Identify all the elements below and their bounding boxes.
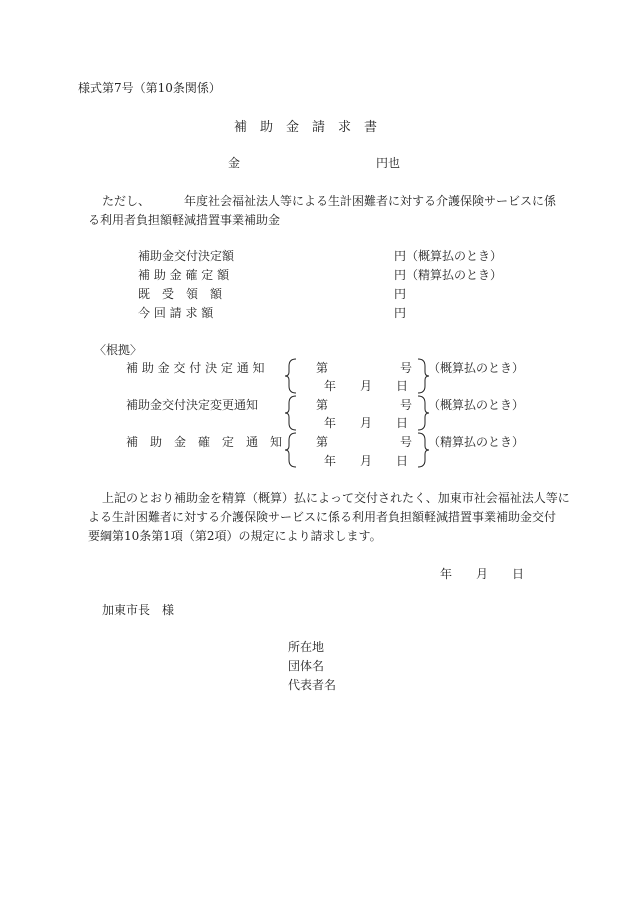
- amount-value: 円: [394, 306, 407, 320]
- applicant-rep-label: 代表者名: [288, 678, 337, 692]
- date-year-label: 年: [324, 379, 337, 393]
- date-day: 日: [512, 567, 525, 581]
- notice-number-suffix: 号: [400, 435, 413, 449]
- date-year-label: 年: [324, 454, 337, 468]
- subject-prefix: ただし、: [102, 194, 151, 208]
- basis-label: 補助金交付決定変更通知: [126, 398, 259, 412]
- date-month-label: 月: [360, 416, 373, 430]
- document-title: 補 助 金 請 求 書: [234, 120, 378, 135]
- applicant-org-label: 団体名: [288, 659, 325, 673]
- amount-value: 円（精算払のとき）: [394, 268, 503, 282]
- amount-suffix: 円也: [376, 156, 401, 170]
- basis-label: 補 助 金 交 付 決 定 通 知: [126, 361, 265, 375]
- amount-label: 既 受 領 額: [138, 287, 223, 301]
- amount-label: 今 回 請 求 額: [138, 306, 214, 320]
- date-day-label: 日: [396, 379, 409, 393]
- notice-number-prefix: 第: [316, 398, 329, 412]
- payment-type-note: （概算払のとき）: [428, 361, 525, 375]
- form-number: 様式第7号（第10条関係）: [78, 81, 221, 95]
- date-year: 年: [440, 567, 453, 581]
- notice-number-suffix: 号: [400, 398, 413, 412]
- subject-line-1: 年度社会福祉法人等による生計困難者に対する介護保険サービスに係: [184, 194, 557, 208]
- date-day-label: 日: [396, 416, 409, 430]
- date-day-label: 日: [396, 454, 409, 468]
- date-year-label: 年: [324, 416, 337, 430]
- notice-number-suffix: 号: [400, 361, 413, 375]
- amount-prefix: 金: [228, 156, 241, 170]
- amount-value: 円: [394, 287, 407, 301]
- date-month-label: 月: [360, 454, 373, 468]
- left-brace-icon: [284, 358, 298, 394]
- left-brace-icon: [284, 395, 298, 431]
- amount-label: 補 助 金 確 定 額: [138, 268, 230, 282]
- body-line-2: よる生計困難者に対する介護保険サービスに係る利用者負担額軽減措置事業補助金交付: [88, 510, 557, 524]
- left-brace-icon: [284, 432, 298, 468]
- amount-label: 補助金交付決定額: [138, 249, 235, 263]
- body-line-1: 上記のとおり補助金を精算（概算）払によって交付されたく、加東市社会福祉法人等に: [102, 491, 570, 505]
- amount-value: 円（概算払のとき）: [394, 249, 503, 263]
- payment-type-note: （精算払のとき）: [428, 435, 525, 449]
- date-month-label: 月: [360, 379, 373, 393]
- addressee: 加東市長 様: [102, 603, 175, 617]
- date-month: 月: [476, 567, 489, 581]
- notice-number-prefix: 第: [316, 361, 329, 375]
- basis-label: 補 助 金 確 定 通 知: [126, 435, 283, 449]
- notice-number-prefix: 第: [316, 435, 329, 449]
- applicant-address-label: 所在地: [288, 640, 325, 654]
- subject-line-2: る利用者負担額軽減措置事業補助金: [88, 213, 281, 227]
- basis-heading: 〈根拠〉: [94, 343, 143, 357]
- body-line-3: 要綱第10条第1項（第2項）の規定により請求します。: [88, 529, 382, 543]
- payment-type-note: （概算払のとき）: [428, 398, 525, 412]
